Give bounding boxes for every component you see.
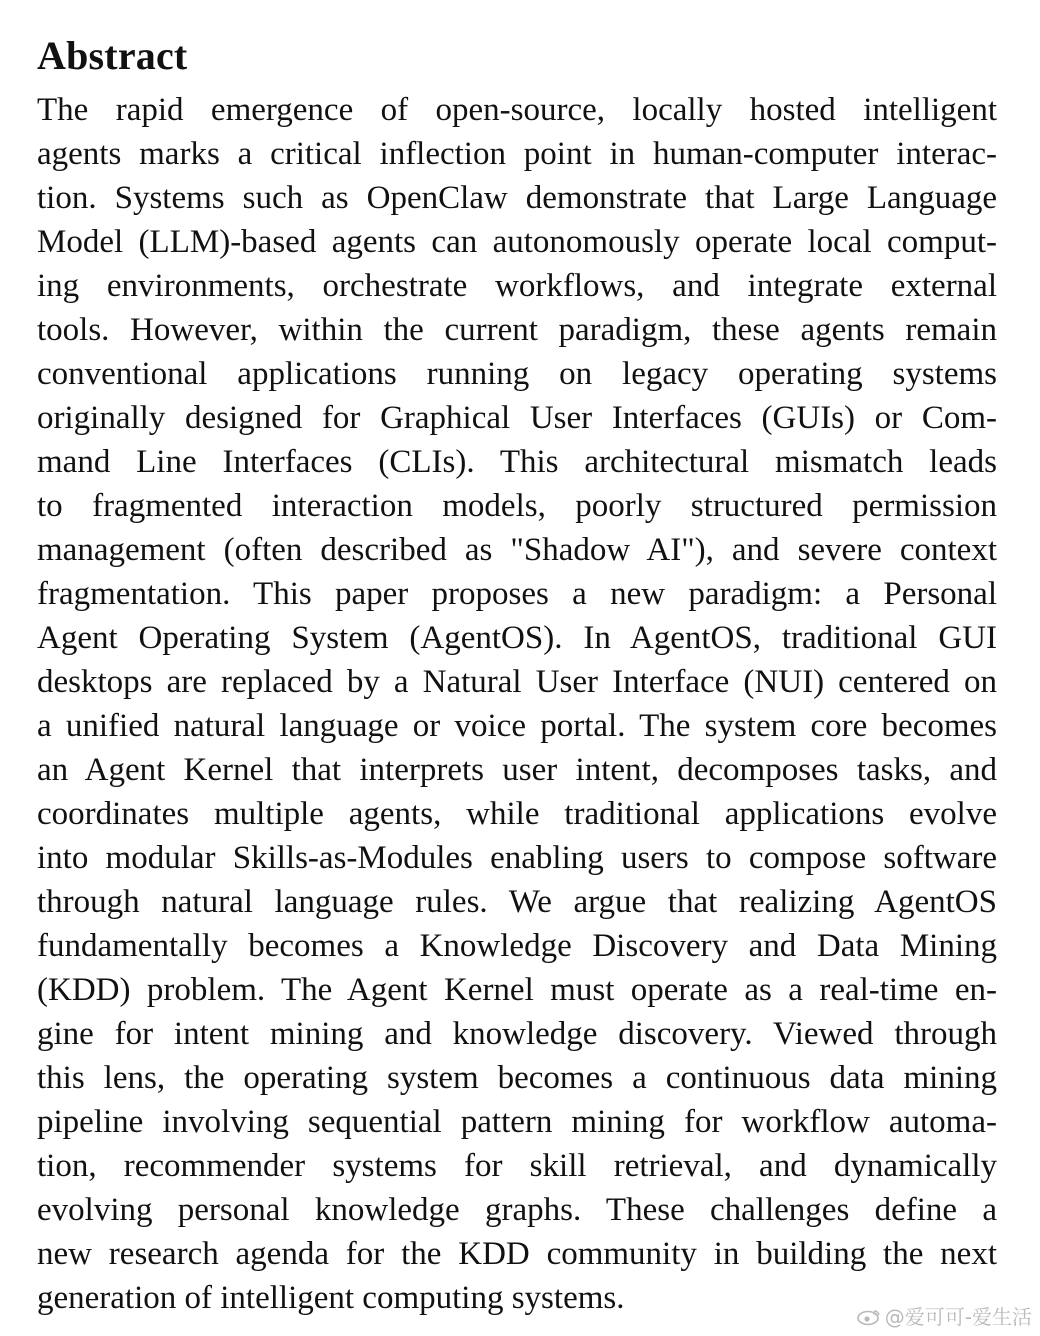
abstract-line: tion, recommender systems for skill retrieval, and dynamically bbox=[37, 1148, 997, 1184]
watermark-text: @爱可可-爱生活 bbox=[884, 1305, 1032, 1329]
weibo-eye-icon bbox=[857, 1308, 881, 1326]
abstract-line: fragmentation. This paper proposes a new paradigm: a Personal bbox=[37, 576, 997, 612]
abstract-line: gine for intent mining and knowledge discovery. Viewed through bbox=[37, 1016, 997, 1052]
abstract-section bbox=[37, 30, 997, 1320]
abstract-line: new research agenda for the KDD community in building the next bbox=[37, 1236, 997, 1272]
abstract-line: mand Line Interfaces (CLIs). This architectural mismatch leads bbox=[37, 444, 997, 480]
abstract-line: The rapid emergence of open-source, locally hosted intelligent bbox=[37, 92, 997, 128]
abstract-line: into modular Skills-as-Modules enabling users to compose software bbox=[37, 840, 997, 876]
abstract-line: (KDD) problem. The Agent Kernel must operate as a real-time en- bbox=[37, 972, 997, 1008]
abstract-line: ing environments, orchestrate workflows, and integrate external bbox=[37, 268, 997, 304]
abstract-line: tools. However, within the current paradigm, these agents remain bbox=[37, 312, 997, 348]
abstract-line: management (often described as "Shadow AI"), and severe context bbox=[37, 532, 997, 568]
abstract-line: Model (LLM)-based agents can autonomously operate local comput- bbox=[37, 224, 997, 260]
abstract-line: Agent Operating System (AgentOS). In AgentOS, traditional GUI bbox=[37, 620, 997, 656]
abstract-line: desktops are replaced by a Natural User Interface (NUI) centered on bbox=[37, 664, 997, 700]
abstract-line: agents marks a critical inflection point in human-computer interac- bbox=[37, 136, 997, 172]
abstract-line: a unified natural language or voice portal. The system core becomes bbox=[37, 708, 997, 744]
abstract-line: an Agent Kernel that interprets user intent, decomposes tasks, and bbox=[37, 752, 997, 788]
abstract-line: pipeline involving sequential pattern mining for workflow automa- bbox=[37, 1104, 997, 1140]
abstract-line: fundamentally becomes a Knowledge Discovery and Data Mining bbox=[37, 928, 997, 964]
abstract-line: evolving personal knowledge graphs. These challenges define a bbox=[37, 1192, 997, 1228]
abstract-line: tion. Systems such as OpenClaw demonstrate that Large Language bbox=[37, 180, 997, 216]
abstract-line: originally designed for Graphical User Interfaces (GUIs) or Com- bbox=[37, 400, 997, 436]
abstract-heading: Abstract bbox=[37, 33, 188, 78]
abstract-line: to fragmented interaction models, poorly structured permission bbox=[37, 488, 997, 524]
abstract-body bbox=[37, 88, 997, 1320]
watermark bbox=[857, 1306, 1032, 1328]
abstract-line: this lens, the operating system becomes a continuous data mining bbox=[37, 1060, 997, 1096]
abstract-line-last: generation of intelligent computing systems. bbox=[37, 1280, 625, 1316]
abstract-line: coordinates multiple agents, while traditional applications evolve bbox=[37, 796, 997, 832]
abstract-line: through natural language rules. We argue that realizing AgentOS bbox=[37, 884, 997, 920]
abstract-line: conventional applications running on legacy operating systems bbox=[37, 356, 997, 392]
